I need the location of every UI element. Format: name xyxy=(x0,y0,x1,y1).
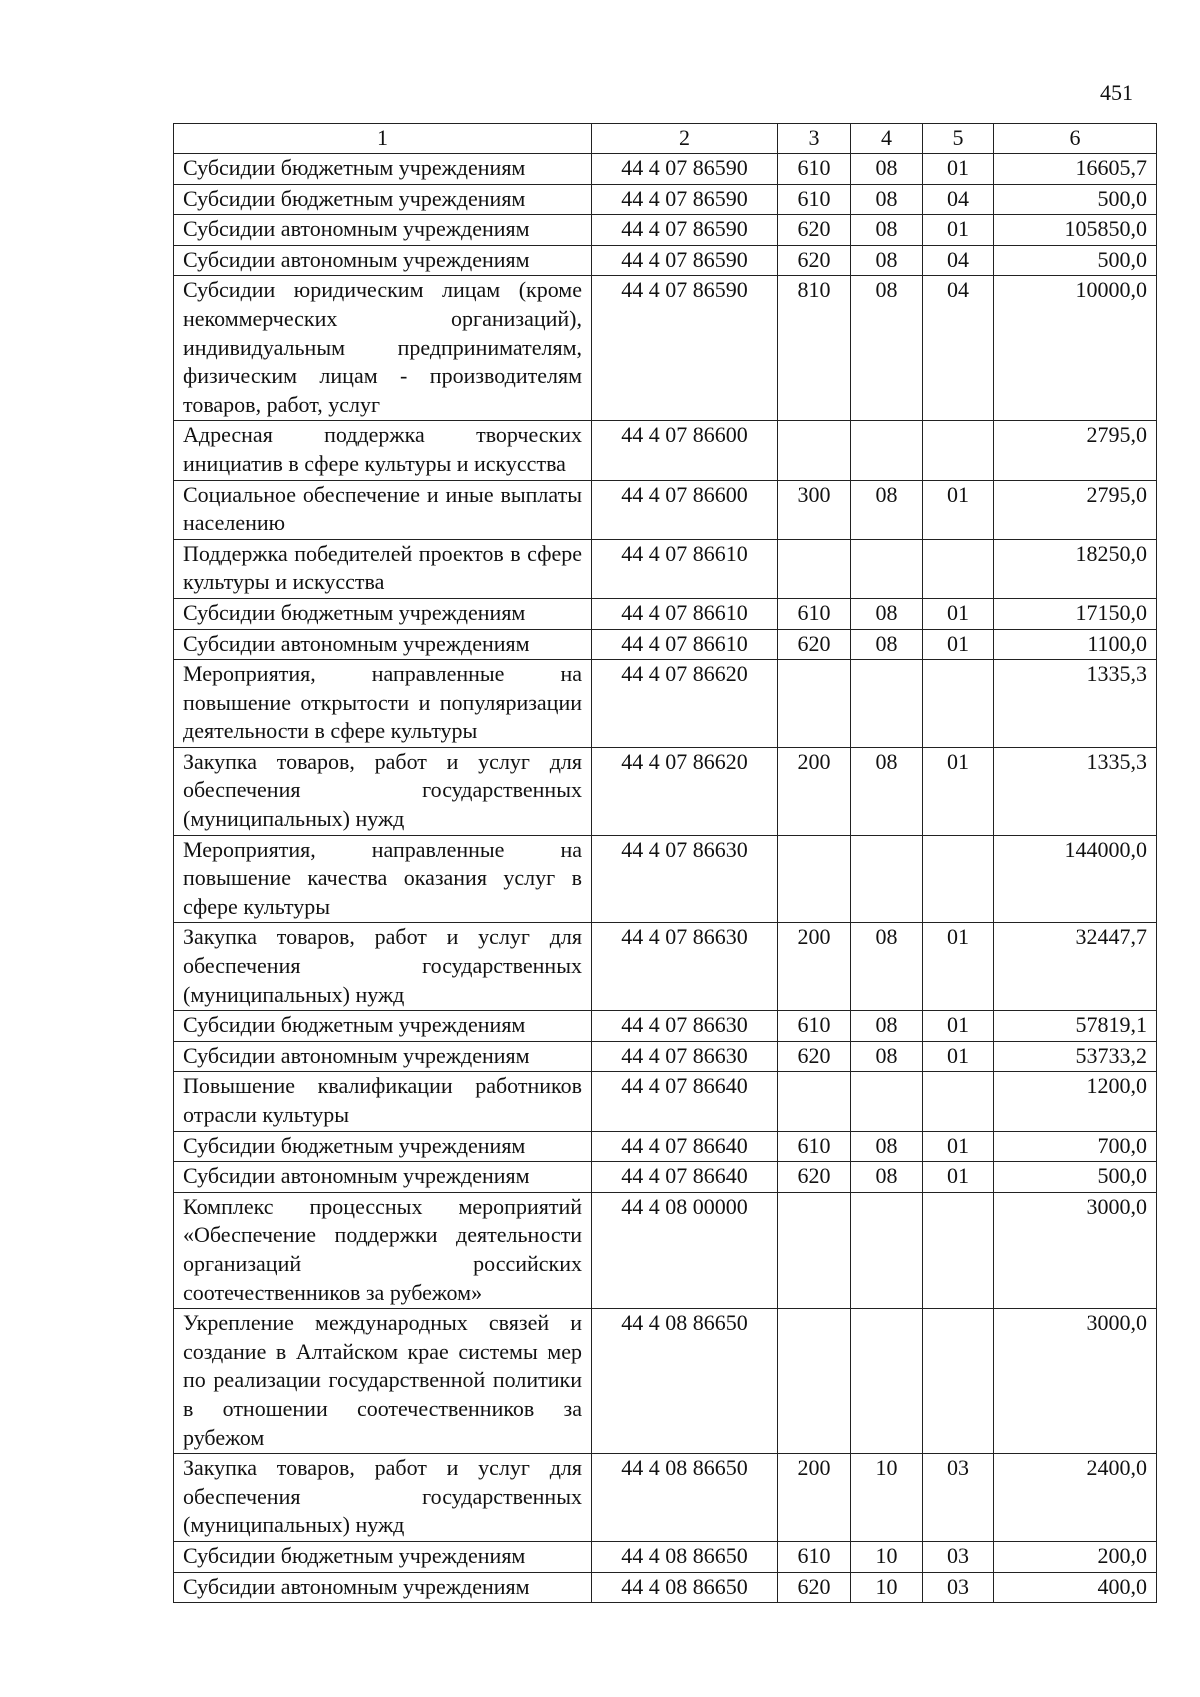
row-col3-cell: 620 xyxy=(778,1041,851,1072)
row-col5-cell: 04 xyxy=(923,276,994,421)
header-cell: 5 xyxy=(923,124,994,154)
row-name-cell: Субсидии автономным учреждениям xyxy=(174,629,592,660)
row-col5-cell: 01 xyxy=(923,598,994,629)
table-row xyxy=(174,629,1157,660)
row-col3-cell: 610 xyxy=(778,1541,851,1572)
row-col5-cell: 04 xyxy=(923,184,994,215)
row-name-cell: Субсидии автономным учреждениям xyxy=(174,1162,592,1193)
row-col4-cell: 08 xyxy=(851,747,923,835)
row-name-cell: Укрепление международных связей и создание в Алтайском крае системы мер по реализации государственной политики в отношении соотечественников за рубежом xyxy=(174,1309,592,1454)
row-col4-cell xyxy=(851,1192,923,1308)
table-row xyxy=(174,245,1157,276)
row-amount-cell: 17150,0 xyxy=(994,598,1157,629)
budget-table xyxy=(173,123,1157,1603)
row-code-cell: 44 4 07 86640 xyxy=(592,1072,778,1131)
row-code-cell: 44 4 07 86640 xyxy=(592,1131,778,1162)
row-col5-cell xyxy=(923,539,994,598)
row-amount-cell: 105850,0 xyxy=(994,215,1157,246)
table-row xyxy=(174,1162,1157,1193)
row-col3-cell: 620 xyxy=(778,629,851,660)
row-amount-cell: 2795,0 xyxy=(994,421,1157,480)
row-amount-cell: 400,0 xyxy=(994,1572,1157,1603)
row-name-cell: Субсидии автономным учреждениям xyxy=(174,1572,592,1603)
row-code-cell: 44 4 07 86590 xyxy=(592,154,778,185)
row-col4-cell xyxy=(851,835,923,923)
row-amount-cell: 700,0 xyxy=(994,1131,1157,1162)
row-col3-cell: 620 xyxy=(778,215,851,246)
row-code-cell: 44 4 07 86610 xyxy=(592,598,778,629)
row-col4-cell: 08 xyxy=(851,629,923,660)
row-col3-cell xyxy=(778,539,851,598)
row-col4-cell: 08 xyxy=(851,184,923,215)
row-col5-cell xyxy=(923,835,994,923)
row-col3-cell xyxy=(778,421,851,480)
row-col3-cell: 610 xyxy=(778,1011,851,1042)
row-code-cell: 44 4 07 86600 xyxy=(592,421,778,480)
header-cell: 3 xyxy=(778,124,851,154)
table-row xyxy=(174,539,1157,598)
row-col4-cell: 10 xyxy=(851,1541,923,1572)
row-code-cell: 44 4 07 86630 xyxy=(592,923,778,1011)
row-col5-cell: 03 xyxy=(923,1572,994,1603)
row-name-cell: Субсидии бюджетным учреждениям xyxy=(174,1541,592,1572)
row-col4-cell: 08 xyxy=(851,154,923,185)
row-col5-cell xyxy=(923,1072,994,1131)
row-name-cell: Мероприятия, направленные на повышение качества оказания услуг в сфере культуры xyxy=(174,835,592,923)
row-col4-cell: 08 xyxy=(851,1041,923,1072)
row-amount-cell: 10000,0 xyxy=(994,276,1157,421)
row-name-cell: Комплекс процессных мероприятий «Обеспечение поддержки деятельности организаций российских соотечественников за рубежом» xyxy=(174,1192,592,1308)
table-row xyxy=(174,747,1157,835)
row-name-cell: Субсидии автономным учреждениям xyxy=(174,245,592,276)
row-col4-cell: 10 xyxy=(851,1454,923,1542)
row-col3-cell xyxy=(778,835,851,923)
row-amount-cell: 1200,0 xyxy=(994,1072,1157,1131)
row-amount-cell: 57819,1 xyxy=(994,1011,1157,1042)
row-col3-cell xyxy=(778,1072,851,1131)
row-amount-cell: 2400,0 xyxy=(994,1454,1157,1542)
row-code-cell: 44 4 08 86650 xyxy=(592,1541,778,1572)
row-col3-cell: 610 xyxy=(778,598,851,629)
row-col5-cell: 01 xyxy=(923,1131,994,1162)
row-col5-cell: 01 xyxy=(923,154,994,185)
row-col3-cell: 610 xyxy=(778,154,851,185)
row-col5-cell: 03 xyxy=(923,1541,994,1572)
row-col4-cell xyxy=(851,660,923,748)
row-amount-cell: 1335,3 xyxy=(994,747,1157,835)
row-col4-cell: 08 xyxy=(851,1162,923,1193)
table-row xyxy=(174,276,1157,421)
row-col3-cell xyxy=(778,1309,851,1454)
row-col5-cell xyxy=(923,421,994,480)
row-code-cell: 44 4 07 86600 xyxy=(592,480,778,539)
row-col3-cell: 610 xyxy=(778,1131,851,1162)
row-col4-cell xyxy=(851,1072,923,1131)
row-code-cell: 44 4 08 86650 xyxy=(592,1309,778,1454)
row-amount-cell: 500,0 xyxy=(994,245,1157,276)
row-name-cell: Поддержка победителей проектов в сфере культуры и искусства xyxy=(174,539,592,598)
row-col5-cell: 01 xyxy=(923,629,994,660)
table-row xyxy=(174,184,1157,215)
row-col3-cell: 620 xyxy=(778,245,851,276)
row-col5-cell: 03 xyxy=(923,1454,994,1542)
row-code-cell: 44 4 07 86590 xyxy=(592,215,778,246)
row-code-cell: 44 4 07 86640 xyxy=(592,1162,778,1193)
table-row xyxy=(174,421,1157,480)
row-name-cell: Субсидии автономным учреждениям xyxy=(174,1041,592,1072)
row-col4-cell: 08 xyxy=(851,598,923,629)
row-col5-cell xyxy=(923,1309,994,1454)
page-number: 451 xyxy=(1100,80,1133,105)
row-col4-cell: 10 xyxy=(851,1572,923,1603)
row-code-cell: 44 4 07 86610 xyxy=(592,539,778,598)
row-amount-cell: 32447,7 xyxy=(994,923,1157,1011)
row-col3-cell: 620 xyxy=(778,1162,851,1193)
row-col4-cell xyxy=(851,421,923,480)
row-amount-cell: 53733,2 xyxy=(994,1041,1157,1072)
table-row xyxy=(174,1541,1157,1572)
table-row xyxy=(174,1131,1157,1162)
row-col4-cell: 08 xyxy=(851,480,923,539)
table-row xyxy=(174,1041,1157,1072)
table-row xyxy=(174,660,1157,748)
row-name-cell: Субсидии юридическим лицам (кроме некоммерческих организаций), индивидуальным предпринимателям, физическим лицам - производителям товаров, работ, услуг xyxy=(174,276,592,421)
row-name-cell: Субсидии бюджетным учреждениям xyxy=(174,1011,592,1042)
table-row xyxy=(174,835,1157,923)
row-name-cell: Повышение квалификации работников отрасли культуры xyxy=(174,1072,592,1131)
row-code-cell: 44 4 07 86630 xyxy=(592,835,778,923)
row-name-cell: Субсидии бюджетным учреждениям xyxy=(174,184,592,215)
header-cell: 4 xyxy=(851,124,923,154)
row-col4-cell: 08 xyxy=(851,245,923,276)
row-col5-cell xyxy=(923,1192,994,1308)
row-amount-cell: 200,0 xyxy=(994,1541,1157,1572)
row-col3-cell: 200 xyxy=(778,1454,851,1542)
row-amount-cell: 16605,7 xyxy=(994,154,1157,185)
header-row xyxy=(174,124,1157,154)
row-name-cell: Закупка товаров, работ и услуг для обеспечения государственных (муниципальных) нужд xyxy=(174,747,592,835)
row-col4-cell: 08 xyxy=(851,1011,923,1042)
row-amount-cell: 1100,0 xyxy=(994,629,1157,660)
row-amount-cell: 500,0 xyxy=(994,1162,1157,1193)
table-row xyxy=(174,154,1157,185)
row-col5-cell: 01 xyxy=(923,923,994,1011)
row-code-cell: 44 4 07 86590 xyxy=(592,276,778,421)
row-col3-cell: 300 xyxy=(778,480,851,539)
row-amount-cell: 2795,0 xyxy=(994,480,1157,539)
row-col4-cell: 08 xyxy=(851,215,923,246)
row-name-cell: Социальное обеспечение и иные выплаты населению xyxy=(174,480,592,539)
row-col3-cell xyxy=(778,1192,851,1308)
row-col4-cell xyxy=(851,1309,923,1454)
row-name-cell: Субсидии бюджетным учреждениям xyxy=(174,598,592,629)
row-name-cell: Субсидии бюджетным учреждениям xyxy=(174,1131,592,1162)
row-amount-cell: 18250,0 xyxy=(994,539,1157,598)
row-col4-cell: 08 xyxy=(851,923,923,1011)
row-col5-cell: 01 xyxy=(923,1011,994,1042)
row-name-cell: Адресная поддержка творческих инициатив в сфере культуры и искусства xyxy=(174,421,592,480)
row-code-cell: 44 4 07 86620 xyxy=(592,660,778,748)
row-col3-cell: 200 xyxy=(778,923,851,1011)
row-col5-cell: 01 xyxy=(923,480,994,539)
header-cell: 1 xyxy=(174,124,592,154)
row-col5-cell: 01 xyxy=(923,747,994,835)
row-code-cell: 44 4 08 86650 xyxy=(592,1572,778,1603)
row-amount-cell: 1335,3 xyxy=(994,660,1157,748)
row-name-cell: Закупка товаров, работ и услуг для обеспечения государственных (муниципальных) нужд xyxy=(174,923,592,1011)
table-row xyxy=(174,215,1157,246)
header-cell: 2 xyxy=(592,124,778,154)
row-col3-cell xyxy=(778,660,851,748)
row-col5-cell: 01 xyxy=(923,1041,994,1072)
row-col4-cell xyxy=(851,539,923,598)
row-col3-cell: 810 xyxy=(778,276,851,421)
row-code-cell: 44 4 07 86630 xyxy=(592,1041,778,1072)
row-name-cell: Закупка товаров, работ и услуг для обеспечения государственных (муниципальных) нужд xyxy=(174,1454,592,1542)
row-name-cell: Субсидии автономным учреждениям xyxy=(174,215,592,246)
header-cell: 6 xyxy=(994,124,1157,154)
row-code-cell: 44 4 08 86650 xyxy=(592,1454,778,1542)
table-row xyxy=(174,480,1157,539)
table-row xyxy=(174,923,1157,1011)
table-row xyxy=(174,1072,1157,1131)
row-col5-cell: 04 xyxy=(923,245,994,276)
row-code-cell: 44 4 07 86590 xyxy=(592,184,778,215)
row-col3-cell: 620 xyxy=(778,1572,851,1603)
table-row xyxy=(174,598,1157,629)
row-code-cell: 44 4 07 86610 xyxy=(592,629,778,660)
row-col4-cell: 08 xyxy=(851,1131,923,1162)
table-row xyxy=(174,1309,1157,1454)
row-amount-cell: 144000,0 xyxy=(994,835,1157,923)
row-col5-cell xyxy=(923,660,994,748)
row-name-cell: Субсидии бюджетным учреждениям xyxy=(174,154,592,185)
table-row xyxy=(174,1192,1157,1308)
table-row xyxy=(174,1454,1157,1542)
row-code-cell: 44 4 07 86590 xyxy=(592,245,778,276)
table-row xyxy=(174,1572,1157,1603)
row-amount-cell: 500,0 xyxy=(994,184,1157,215)
row-amount-cell: 3000,0 xyxy=(994,1192,1157,1308)
row-name-cell: Мероприятия, направленные на повышение открытости и популяризации деятельности в сфере культуры xyxy=(174,660,592,748)
row-col5-cell: 01 xyxy=(923,215,994,246)
row-code-cell: 44 4 07 86630 xyxy=(592,1011,778,1042)
row-col3-cell: 200 xyxy=(778,747,851,835)
row-col3-cell: 610 xyxy=(778,184,851,215)
row-code-cell: 44 4 07 86620 xyxy=(592,747,778,835)
table-row xyxy=(174,1011,1157,1042)
row-col4-cell: 08 xyxy=(851,276,923,421)
row-code-cell: 44 4 08 00000 xyxy=(592,1192,778,1308)
row-amount-cell: 3000,0 xyxy=(994,1309,1157,1454)
row-col5-cell: 01 xyxy=(923,1162,994,1193)
